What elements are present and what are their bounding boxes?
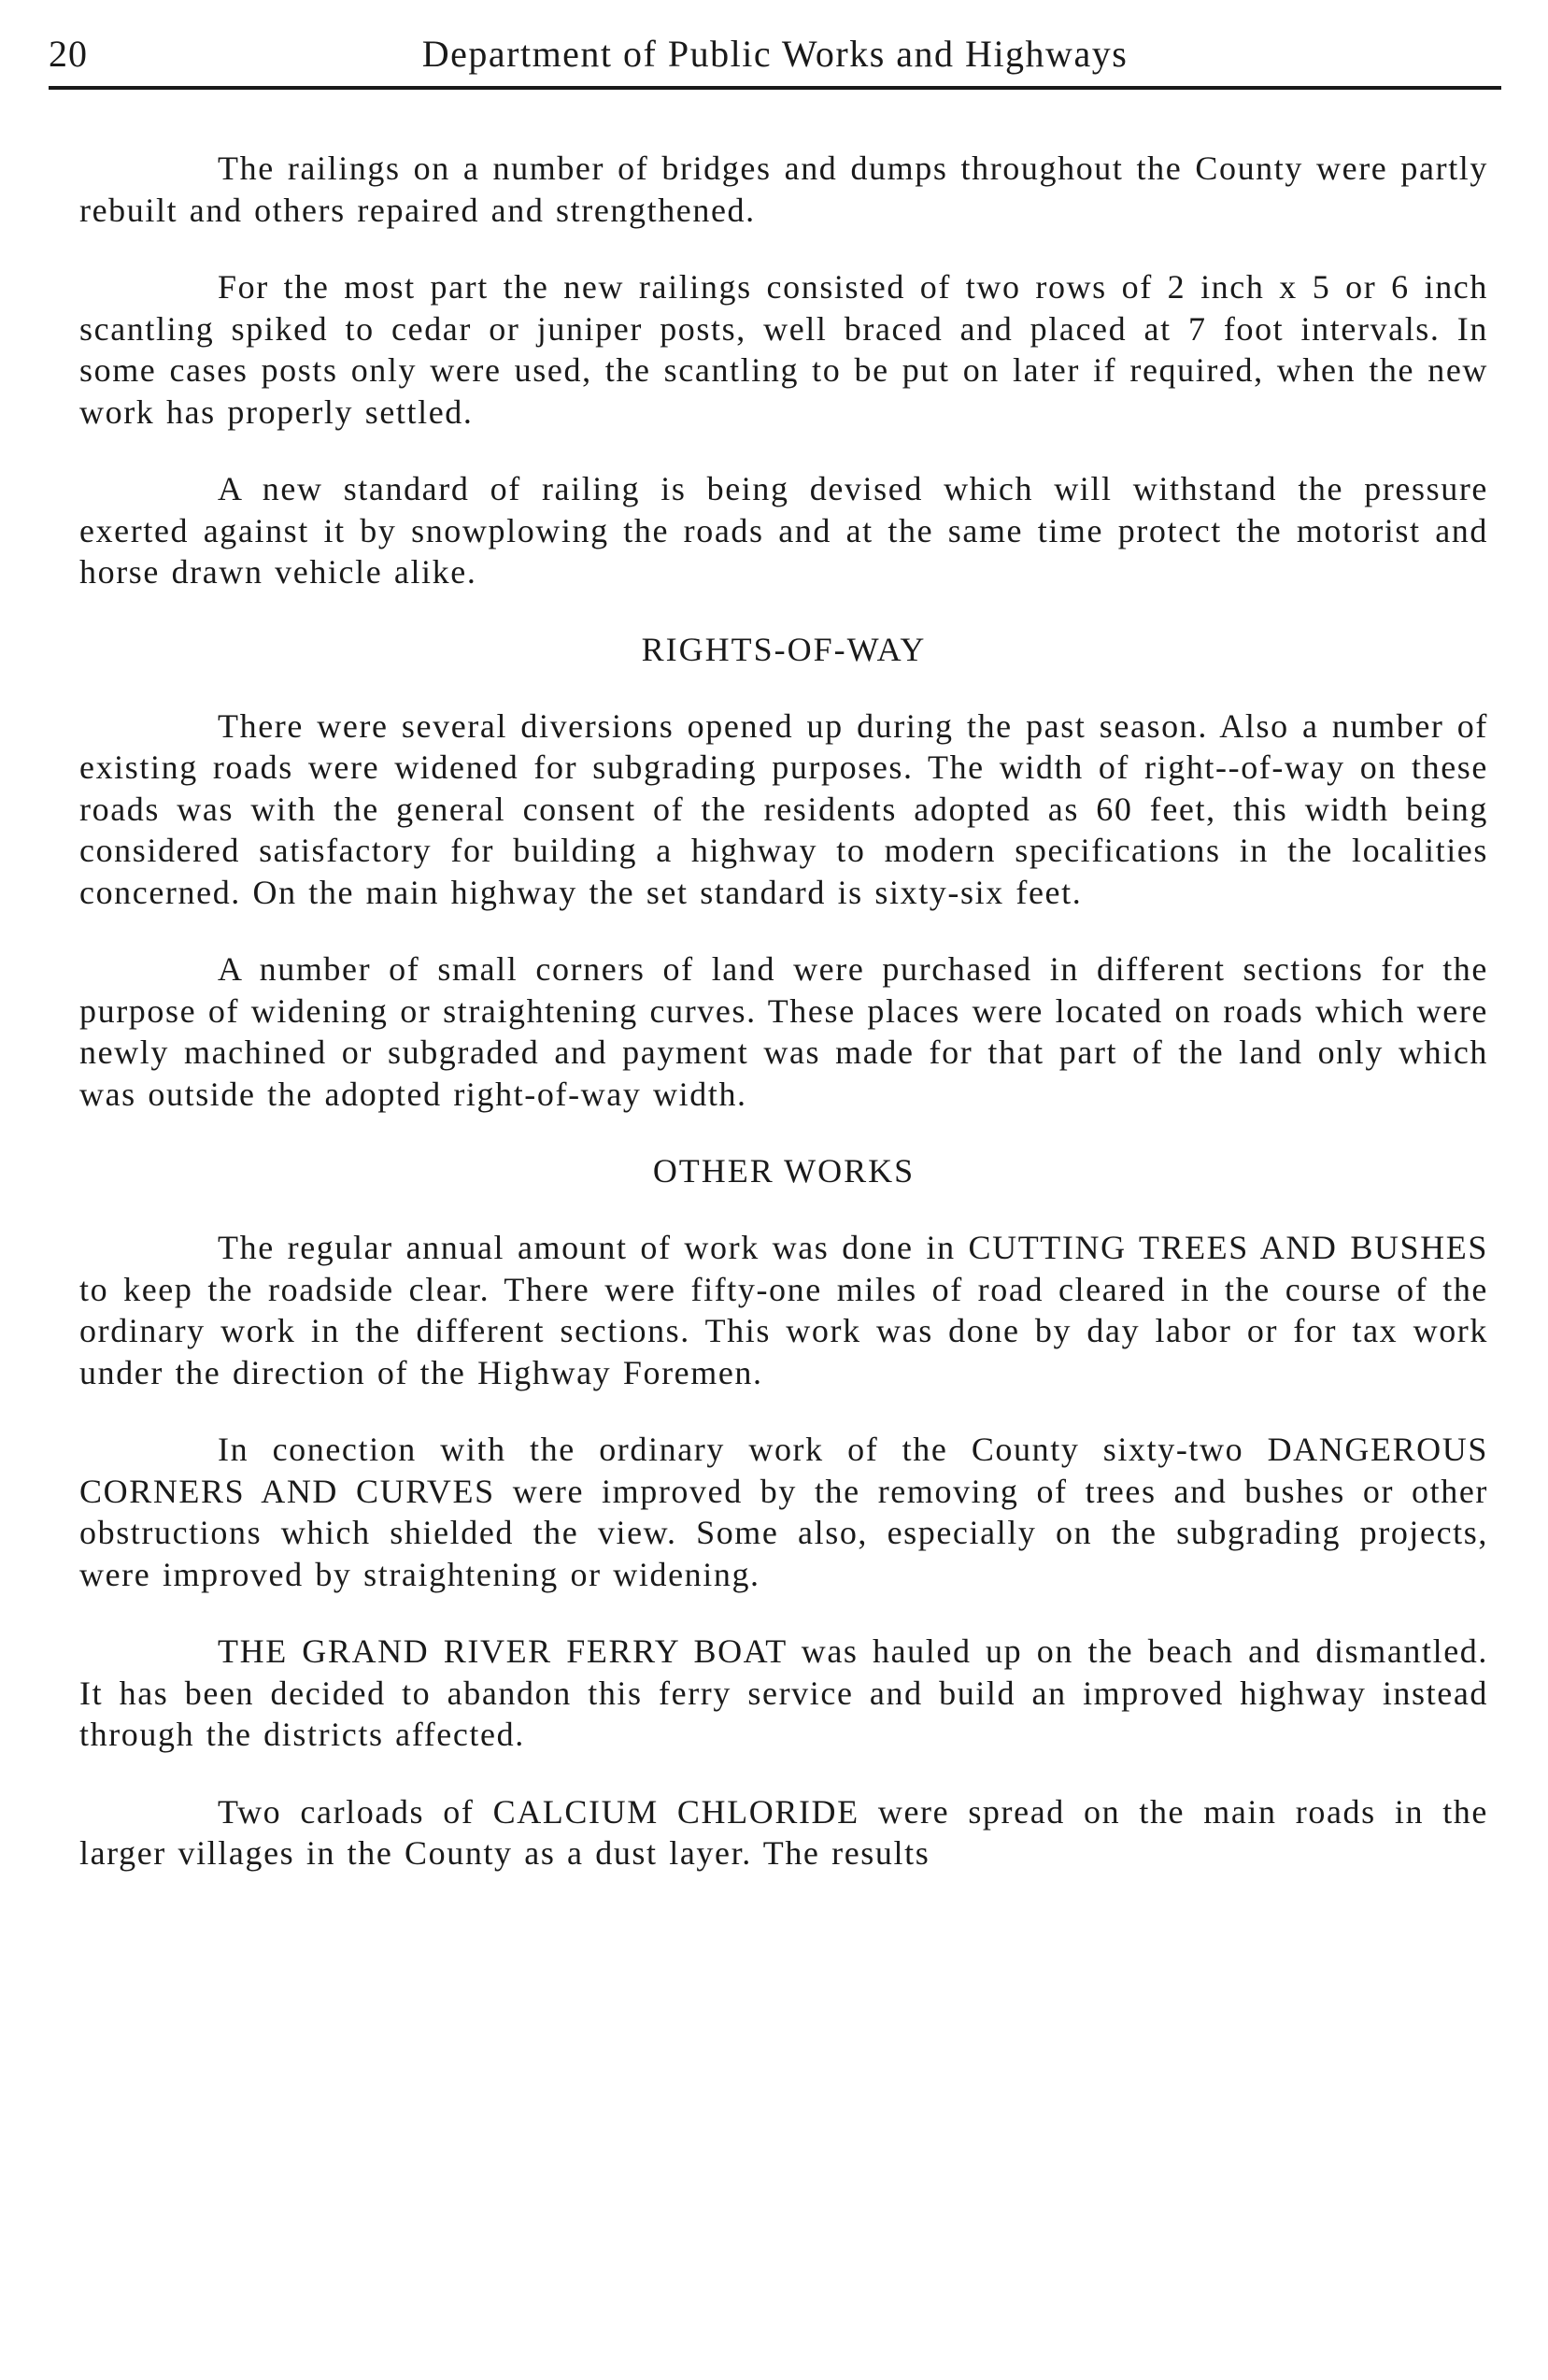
running-title: Department of Public Works and Highways xyxy=(421,33,1129,75)
paragraph-railings-rebuilt: The railings on a number of bridges and dumps throughout the County were partly rebuilt and others repaired and strengthened. xyxy=(79,150,1488,229)
paragraph-new-railings: For the most part the new railings consisted of two rows of 2 inch x 5 or 6 inch scantling spiked to cedar or juniper posts, well braced and placed at 7 foot intervals. In some cases posts only were used, the scantling to be put on later if required, when the new work has properly settled. xyxy=(79,268,1488,431)
paragraph-dangerous-corners: In conection with the ordinary work of the County sixty-two DANGEROUS CORNERS AND CURVES were improved by the removing of trees and bushes or other obstructions which shielded the view. Some also, especially on the subgrading projects, were improved by straightening or widening. xyxy=(79,1431,1488,1593)
paragraph-ferry-boat: THE GRAND RIVER FERRY BOAT was hauled up on the beach and dismantled. It has been decided to abandon this ferry service and build an improved highway instead through the districts affected. xyxy=(79,1632,1488,1753)
header-rule xyxy=(49,86,1501,90)
section-heading-rights-of-way: RIGHTS-OF-WAY xyxy=(641,630,927,668)
paragraph-cutting-trees: The regular annual amount of work was done in CUTTING TREES AND BUSHES to keep the roadside clear. There were fifty-one miles of road cleared in the course of the ordinary work in the different sections. This work was done by day labor or for tax work under the direction of the Highway Foremen. xyxy=(79,1229,1488,1391)
page-body xyxy=(79,148,1488,1910)
paragraph-railing-standard: A new standard of railing is being devised which will withstand the pressure exerted against it by snowplowing the roads and at the same time protect the motorist and horse drawn vehicle alike. xyxy=(79,470,1488,591)
paragraph-diversions: There were several diversions opened up during the past season. Also a number of existing roads were widened for subgrading purposes. The width of right--of-way on these roads was with the general consent of the residents adopted as 60 feet, this width being considered satisfactory for building a highway to modern specifications in the localities concerned. On the main highway the set standard is sixty-six feet. xyxy=(79,706,1488,911)
page-number: 20 xyxy=(49,33,88,75)
section-heading-other-works: OTHER WORKS xyxy=(652,1152,916,1190)
paragraph-calcium-chloride: Two carloads of CALCIUM CHLORIDE were spread on the main roads in the larger villages in the County as a dust layer. The results xyxy=(79,1792,1488,1872)
paragraph-corners-of-land: A number of small corners of land were purchased in different sections for the purpose of widening or straightening curves. These places were located on roads which were newly machined or subgraded and payment was made for that part of the land only which was outside the adopted right-of-way width. xyxy=(79,950,1488,1113)
page-header xyxy=(49,26,1501,82)
